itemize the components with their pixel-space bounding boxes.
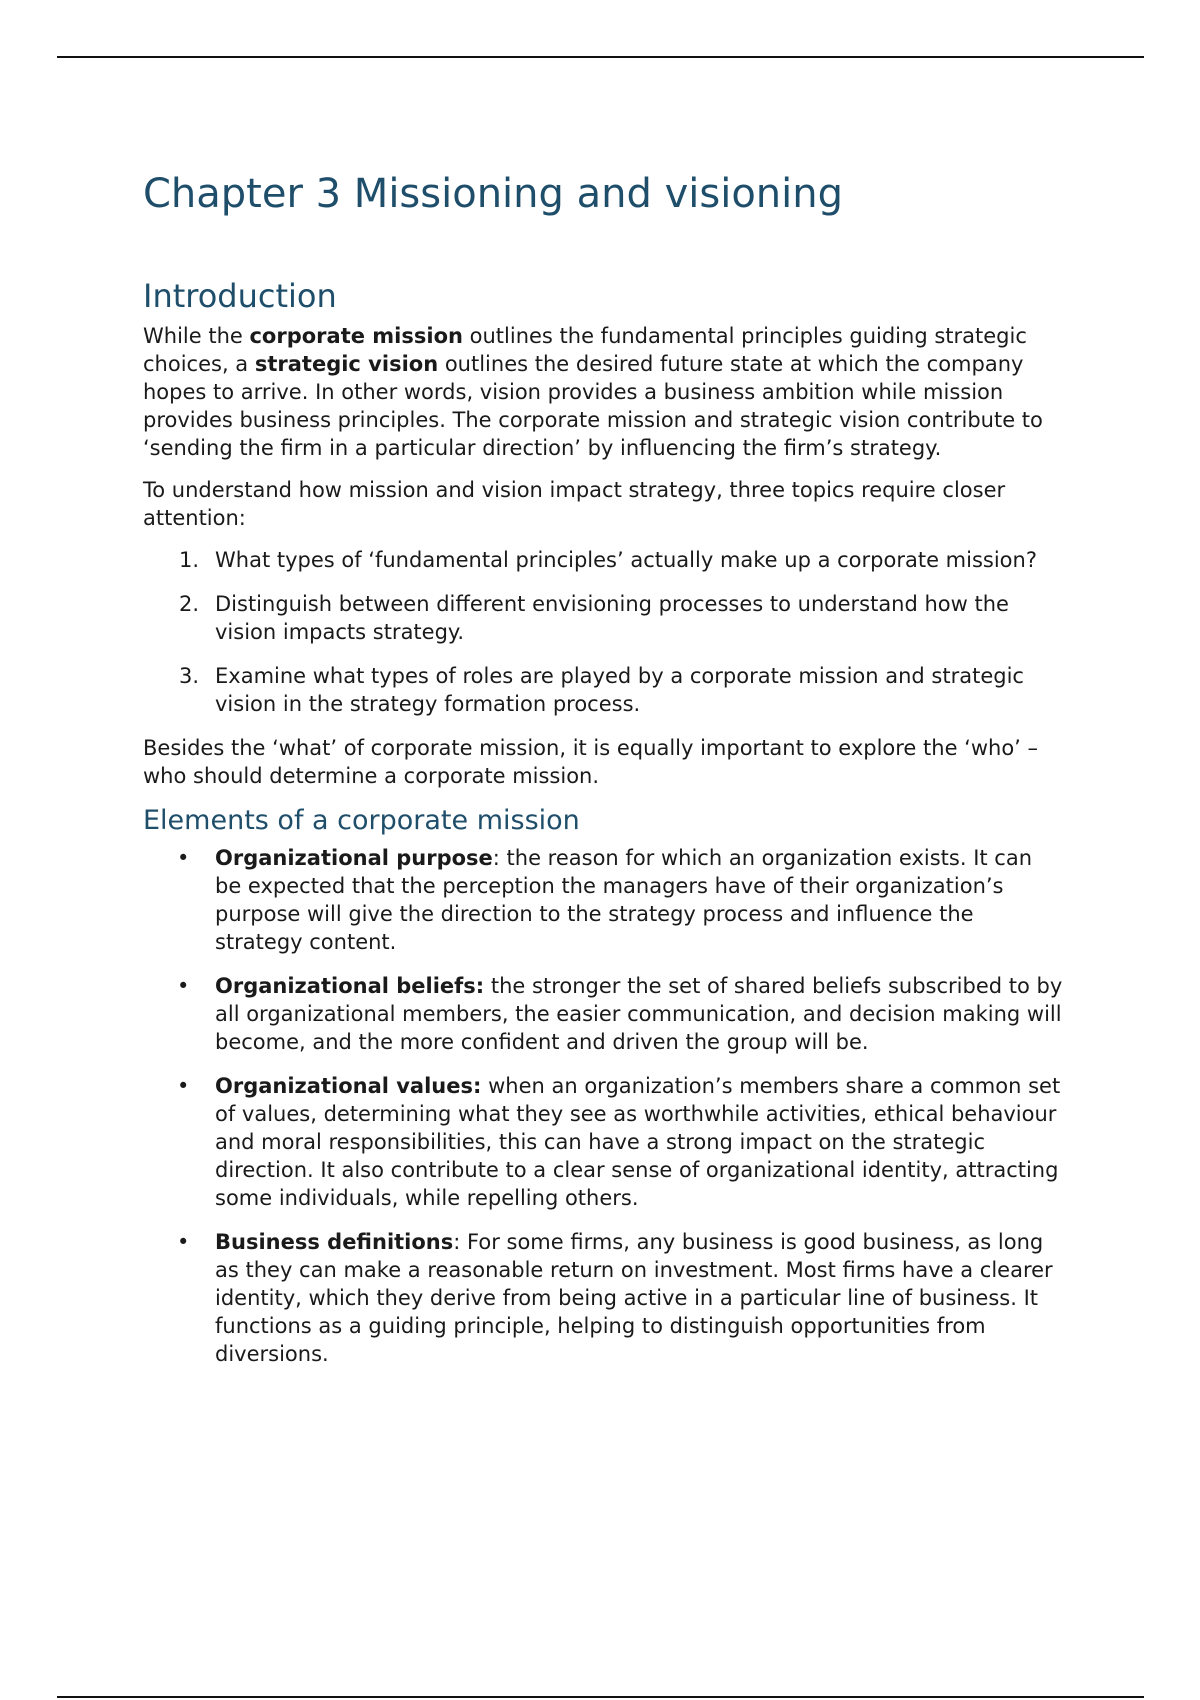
document-body — [143, 170, 1063, 1384]
intro-text-3: outlines the desired future state at which the company hopes to arrive. In other words, vision provides a business ambition while mission provides business principles. The corporate mission and strategic vision contribute to ‘sending the firm in a particular direction’ by influencing the firm’s strategy. — [143, 352, 1043, 460]
list-item — [143, 972, 1063, 1056]
term-strategic-vision: strategic vision — [254, 352, 439, 376]
topics-list — [143, 546, 1063, 718]
element-term: Organizational values: — [215, 1074, 482, 1098]
element-term: Business definitions — [215, 1230, 454, 1254]
intro-text-2: outlines the fundamental principles guiding strategic choices, a — [143, 324, 1027, 376]
element-text: the stronger the set of shared beliefs subscribed to by all organizational members, the easier communication, and decision making will become, and the more confident and driven the group will be. — [215, 974, 1063, 1054]
elements-heading: Elements of a corporate mission — [143, 805, 580, 836]
list-item — [143, 844, 1063, 956]
topics-intro-paragraph: To understand how mission and vision impact strategy, three topics require closer attention: — [143, 478, 1006, 530]
bullet: • — [177, 846, 190, 870]
who-paragraph: Besides the ‘what’ of corporate mission, it is equally important to explore the ‘who’ – who should determine a corporate mission. — [143, 736, 1039, 788]
element-term: Organizational purpose — [215, 846, 493, 870]
intro-heading: Introduction — [143, 277, 337, 315]
list-item-text: What types of ‘fundamental principles’ actually make up a corporate mission? — [215, 548, 1037, 572]
list-number: 1. — [179, 548, 200, 572]
bullet: • — [177, 974, 190, 998]
element-text: when an organization’s members share a common set of values, determining what they see as worthwhile activities, ethical behaviour and moral responsibilities, this can have a strong impact on the strategic direction. It also contribute to a clear sense of organizational identity, attracting some individuals, while repelling others. — [215, 1074, 1061, 1210]
list-item — [143, 1228, 1063, 1368]
list-item — [143, 662, 1063, 718]
term-corporate-mission: corporate mission — [249, 324, 463, 348]
intro-text-1: While the — [143, 324, 250, 348]
list-item — [143, 590, 1063, 646]
bottom-rule — [57, 1696, 1144, 1698]
bullet: • — [177, 1230, 190, 1254]
list-number: 2. — [179, 592, 200, 616]
elements-list — [143, 844, 1063, 1368]
list-item — [143, 546, 1063, 574]
intro-paragraph — [143, 322, 1063, 462]
top-rule — [57, 56, 1144, 58]
list-item-text: Examine what types of roles are played by a corporate mission and strategic vision in the strategy formation process. — [215, 664, 1024, 716]
element-text: : the reason for which an organization exists. It can be expected that the perception the managers have of their organization’s purpose will give the direction to the strategy process and influence the strategy content. — [215, 846, 1033, 954]
element-term: Organizational beliefs: — [215, 974, 485, 998]
element-text: : For some firms, any business is good business, as long as they can make a reasonable return on investment. Most firms have a clearer identity, which they derive from being active in a particular line of business. It functions as a guiding principle, helping to distinguish opportunities from diversions. — [215, 1230, 1053, 1366]
chapter-title: Chapter 3 Missioning and visioning — [143, 171, 843, 217]
bullet: • — [177, 1074, 190, 1098]
list-item — [143, 1072, 1063, 1212]
list-number: 3. — [179, 664, 200, 688]
list-item-text: Distinguish between different envisioning processes to understand how the vision impacts strategy. — [215, 592, 1009, 644]
